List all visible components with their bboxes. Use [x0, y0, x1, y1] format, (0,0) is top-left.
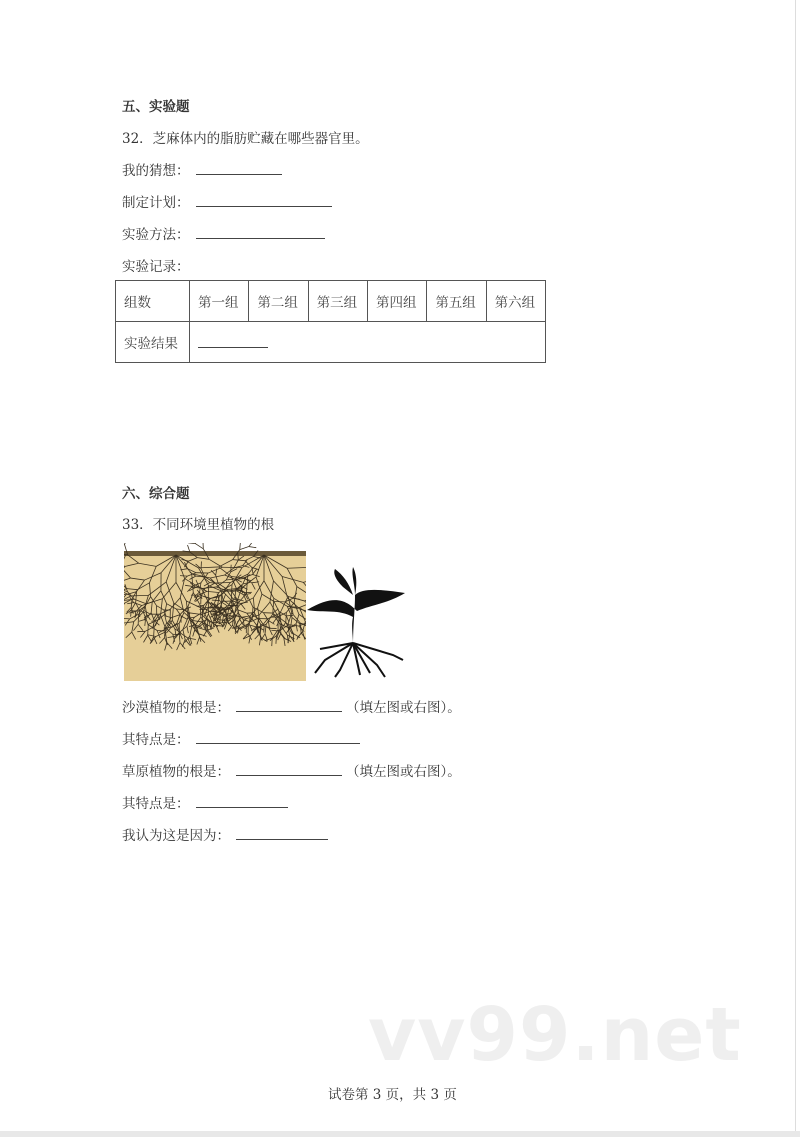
guess-field — [122, 159, 282, 179]
section5-title: 五、实验题 — [122, 99, 190, 115]
section6-title: 六、综合题 — [122, 486, 190, 502]
field-label: 制定计划： — [122, 195, 190, 211]
table-cell: 第一组 — [190, 281, 249, 322]
answer-blank[interactable] — [196, 793, 288, 808]
grassland-feature-field — [122, 792, 288, 812]
field-label: 我认为这是因为： — [122, 828, 230, 844]
answer-blank[interactable] — [236, 825, 328, 840]
field-label: 沙漠植物的根是： — [122, 700, 230, 716]
grassland-roots-figure — [124, 543, 306, 683]
record-label: 实验记录： — [122, 259, 190, 275]
field-label: 实验方法： — [122, 227, 190, 243]
answer-blank[interactable] — [196, 192, 332, 207]
question-32: 32．芝麻体内的脂肪贮藏在哪些器官里。 — [122, 131, 369, 147]
grassland-root-field — [122, 760, 461, 780]
result-cell — [190, 322, 546, 363]
table-row — [116, 322, 546, 363]
desert-feature-field — [122, 728, 360, 748]
table-cell: 第四组 — [367, 281, 426, 322]
table-cell: 第五组 — [427, 281, 486, 322]
field-label: 其特点是： — [122, 732, 190, 748]
answer-blank[interactable] — [236, 761, 342, 776]
desert-plant-figure — [305, 565, 410, 680]
desert-root-field — [122, 696, 461, 716]
answer-blank[interactable] — [196, 224, 325, 239]
experiment-record-table — [115, 280, 546, 363]
field-hint: （填左图或右图）。 — [346, 764, 461, 780]
reason-field — [122, 824, 328, 844]
question-33: 33．不同环境里植物的根 — [122, 517, 275, 533]
page-footer: 试卷第 3 页，共 3 页 — [328, 1087, 457, 1103]
method-field — [122, 223, 325, 243]
page-bottom-border — [0, 1131, 800, 1137]
page-edge — [795, 0, 796, 1137]
answer-blank[interactable] — [198, 333, 268, 348]
plan-field — [122, 191, 332, 211]
answer-blank[interactable] — [196, 729, 360, 744]
table-cell: 组数 — [116, 281, 190, 322]
table-row — [116, 281, 546, 322]
table-cell: 实验结果 — [116, 322, 190, 363]
field-label: 我的猜想： — [122, 163, 190, 179]
table-cell: 第三组 — [308, 281, 367, 322]
table-cell: 第六组 — [486, 281, 545, 322]
watermark: vv99.net — [368, 992, 742, 1078]
field-label: 草原植物的根是： — [122, 764, 230, 780]
answer-blank[interactable] — [236, 697, 342, 712]
field-hint: （填左图或右图）。 — [346, 700, 461, 716]
table-cell: 第二组 — [249, 281, 308, 322]
answer-blank[interactable] — [196, 160, 282, 175]
field-label: 其特点是： — [122, 796, 190, 812]
